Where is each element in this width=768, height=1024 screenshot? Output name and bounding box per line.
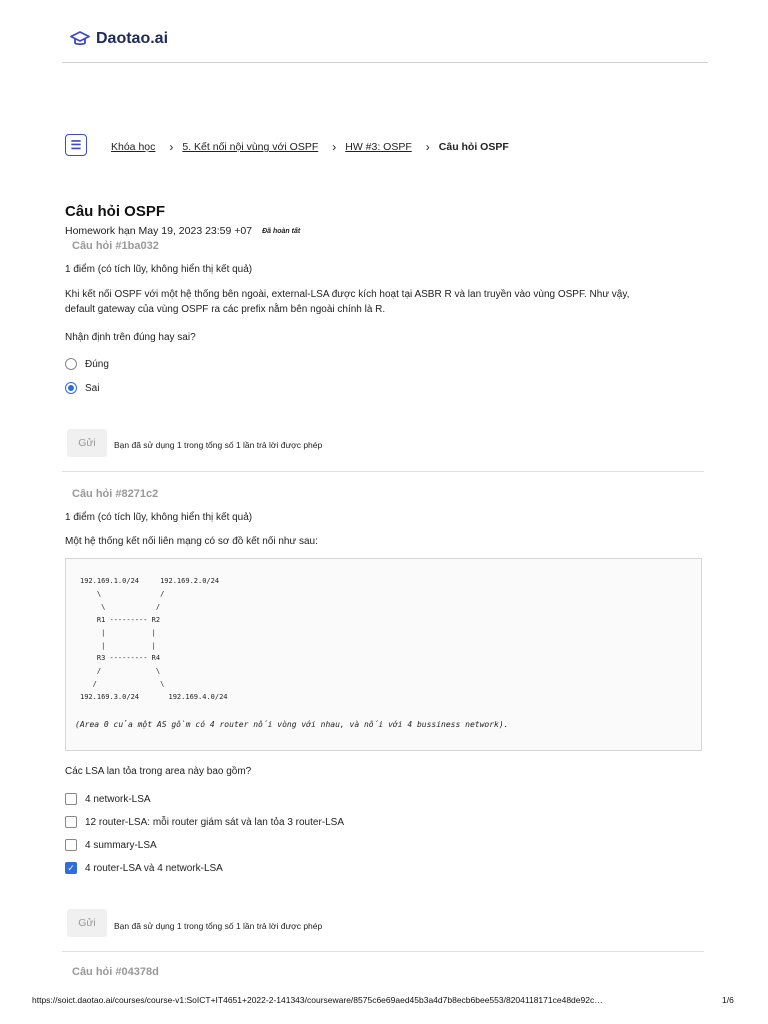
breadcrumb-current: Câu hỏi OSPF [438, 141, 509, 153]
question-id: Câu hỏi #04378d [72, 966, 159, 978]
header-divider [62, 62, 708, 63]
question-id-clipped [72, 966, 272, 978]
brand-logo[interactable] [70, 30, 168, 48]
checkbox-checked[interactable]: ✓ [65, 862, 77, 874]
question-text-line-1: Khi kết nối OSPF với một hệ thống bên ngoài, external-LSA được kích hoạt tại ASBR R và lan truyền vào vùng OSPF. Như vậy, [65, 289, 630, 300]
option-false[interactable] [65, 382, 99, 394]
breadcrumb-link-course[interactable]: Khóa học [111, 141, 156, 153]
question-divider [62, 951, 704, 952]
submit-button[interactable]: Gửi [67, 429, 107, 457]
checkbox[interactable] [65, 839, 77, 851]
chevron-right-icon: › [169, 140, 174, 154]
checkbox[interactable] [65, 816, 77, 828]
page-number: 1/6 [722, 995, 734, 1005]
chevron-right-icon: › [425, 140, 430, 154]
option-1[interactable] [65, 793, 151, 805]
network-diagram-box [65, 558, 702, 751]
breadcrumb-link-section[interactable]: 5. Kết nối nội vùng với OSPF [182, 141, 319, 153]
radio-button[interactable] [65, 358, 77, 370]
brand-name: Daotao.ai [96, 30, 169, 47]
attempts-note: Bạn đã sử dụng 1 trong tổng số 1 lần trả lời được phép [114, 921, 323, 931]
question-divider [62, 471, 704, 472]
option-label: Đúng [85, 358, 109, 370]
option-label: Sai [85, 382, 100, 394]
page-title: Câu hỏi OSPF [65, 203, 166, 220]
course-menu-button[interactable] [65, 134, 87, 156]
option-label: 4 network-LSA [85, 793, 151, 805]
chevron-right-icon: › [332, 140, 337, 154]
option-4[interactable] [65, 862, 223, 874]
question-text-line-2: default gateway của vùng OSPF ra các prefix nằm bên ngoài chính là R. [65, 304, 386, 315]
question-id: Câu hỏi #8271c2 [72, 488, 159, 500]
option-true[interactable] [65, 358, 109, 370]
submit-button[interactable]: Gửi [67, 909, 107, 937]
option-label: 12 router-LSA: mỗi router giám sát và lan tỏa 3 router-LSA [85, 816, 345, 828]
menu-icon: ☰ [70, 138, 82, 152]
checkbox[interactable] [65, 793, 77, 805]
print-url: https://soict.daotao.ai/courses/course-v1:SoICT+IT4651+2022-2-141343/courseware/8575c6e69aed45b3a4d7b8ecb6bee553/8204118171ce48de92c… [32, 995, 603, 1005]
question-prompt: Các LSA lan tỏa trong area này bao gồm? [65, 766, 252, 777]
question-prompt: Nhận định trên đúng hay sai? [65, 332, 196, 343]
option-3[interactable] [65, 839, 157, 851]
question-points: 1 điểm (có tích lũy, không hiển thị kết quả) [65, 512, 253, 523]
radio-button-selected[interactable] [65, 382, 77, 394]
attempts-note: Bạn đã sử dụng 1 trong tổng số 1 lần trả lời được phép [114, 440, 323, 450]
network-diagram: 192.169.1.0/24 192.169.2.0/24 \ / \ / R1 --------- R2 | | | | R3 --------- R4 / \ / \ 192.169.3.0/24 192.169.4.0/24 [80, 577, 228, 702]
question-id: Câu hỏi #1ba032 [72, 240, 159, 252]
question-points: 1 điểm (có tích lũy, không hiển thị kết quả) [65, 264, 253, 275]
status-badge: Đã hoàn tất [262, 227, 301, 235]
question-intro: Một hệ thống kết nối liên mạng có sơ đồ kết nối như sau: [65, 536, 318, 547]
option-label: 4 summary-LSA [85, 839, 157, 851]
breadcrumb [111, 140, 509, 154]
option-label: 4 router-LSA và 4 network-LSA [85, 862, 223, 874]
diagram-note: (Area 0 của một AS gồm có 4 router nối vòng với nhau, và nối với 4 bussiness network). [75, 720, 509, 729]
breadcrumb-link-homework[interactable]: HW #3: OSPF [345, 141, 412, 153]
option-2[interactable] [65, 816, 344, 828]
graduation-cap-icon [70, 30, 90, 48]
due-date-row [65, 225, 300, 237]
due-date: Homework hạn May 19, 2023 23:59 +07 [65, 225, 253, 237]
